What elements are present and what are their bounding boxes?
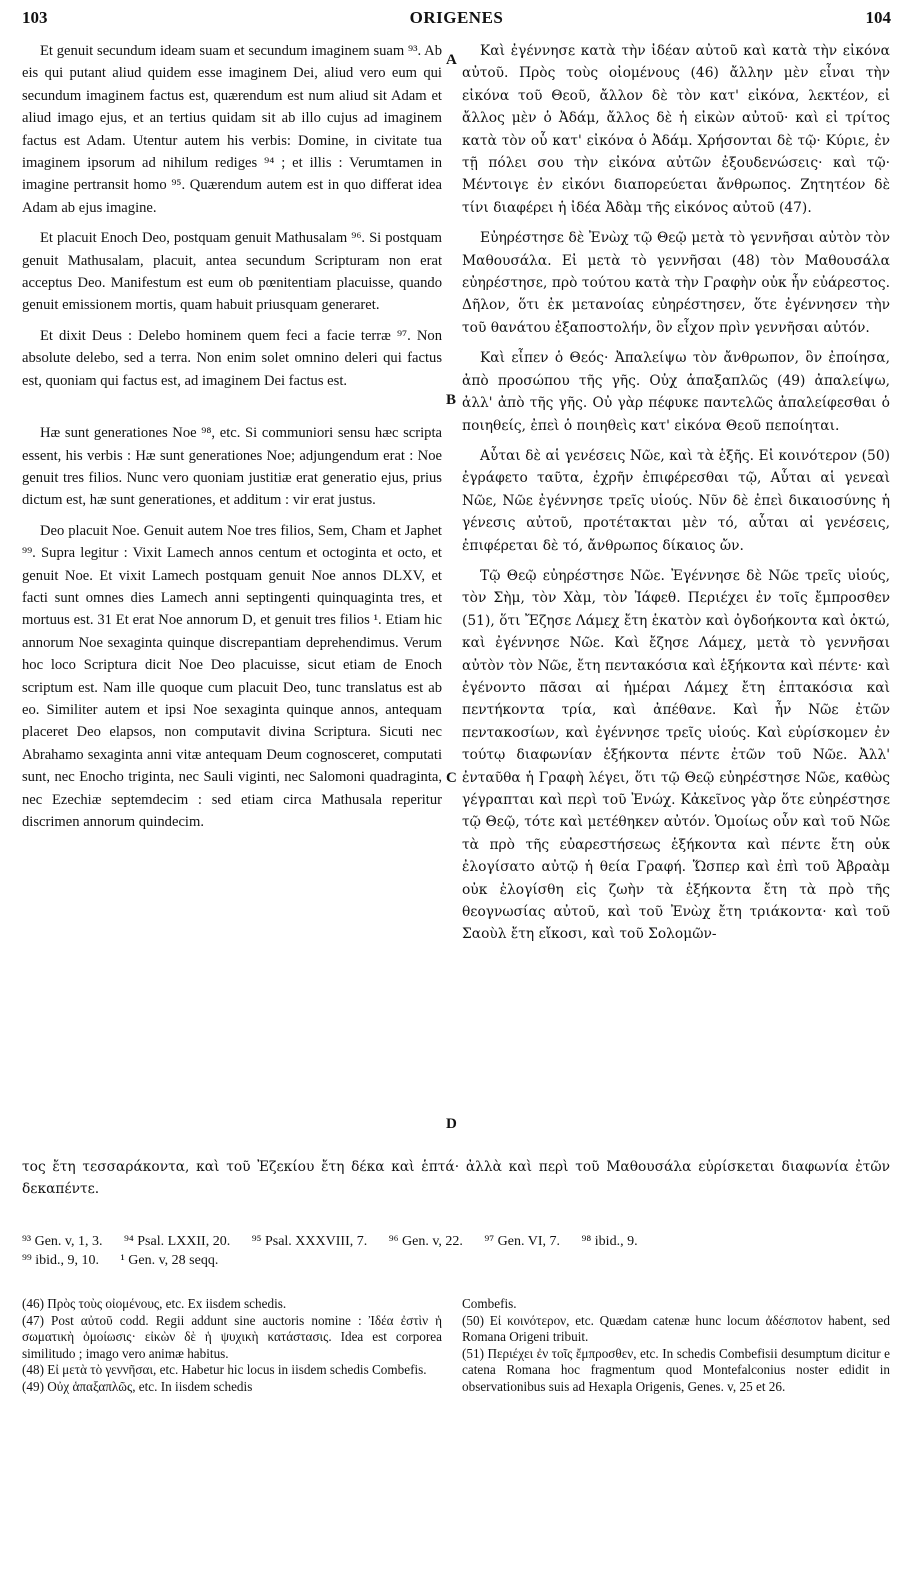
latin-paragraph: Deo placuit Noe. Genuit autem Noe tres filios, Sem, Cham et Japhet ⁹⁹. Supra legitur : Vixit Lamech annos centum et octoginta et octo, et genuit Noe. Et vixit Lamech postquam genuit Noe annos DLXV, et facti sunt omnes dies Lamech anni septingenti quinquaginta tres, et mortuus est. 31 Et erat Noe annorum D, et genuit tres filios ¹. Etiam hic annorum Noe sexaginta quinque discrepantiam deprehendimus. Verum hoc loco Scriptura dicit Noe Deo placuisse, sicut etiam de Enoch scriptum est. Nam ille quoque cum placuit Deo, tunc translatus est ab eo. Similiter autem et ipsi Noe sexaginta quinque annos, antequam placeret Deo elapsos, non computavit divina Scriptura. Sicuti nec Abrahamo sexaginta anni vitæ antequam Deum cognosceret, computati sunt, nec Enocho triginta, nec Sauli viginti, nec Salomoni quadraginta, nec Ezechiæ septemdecim : sed etiam circa Mathusala reperitur discrimen annorum quindecim. xyxy=(22,522,442,830)
greek-paragraph: Τῷ Θεῷ εὐηρέστησε Νῶε. Ἐγέννησε δὲ Νῶε τρεῖς υἱούς, τὸν Σὴμ, τὸν Χὰμ, τὸν Ἰάφεθ. Περιέχει ἐν τοῖς ἔμπροσθεν (51), ὅτι Ἔζησε Λάμεχ ἔτη ἑκατὸν καὶ ὀγδοήκοντα καὶ ὀκτώ, καὶ ἐγέννησε Νῶε. Καὶ ἔζησε Λάμεχ, μετὰ τὸ γεννῆσαι αὐτὸν τὸν Νῶε, ἔτη πεντακόσια καὶ ἑξήκοντα καὶ πέντε· καὶ ἐγένοντο πᾶσαι αἱ ἡμέραι Λάμεχ ἔτη ἑπτακόσια καὶ πεντήκοντα τρία, καὶ ἀπέθανε. Καὶ ἦν Νῶε ἐτῶν πεντακοσίων, καὶ ἐγέννησε τρεῖς υἱούς. Καὶ εὑρίσκομεν ἐν τούτῳ διαφωνίαν ἑξήκοντα πέντε ἐτῶν τοῦ Νῶε. Ἀλλ' ἐνταῦθα ἡ Γραφὴ λέγει, ὅτι τῷ Θεῷ εὐηρέστησε Νῶε, καθὼς γέγραπται καὶ περὶ τοῦ Ἐνώχ. Κἀκεῖνος γὰρ ὅτε εὐηρέστησε τῷ Θεῷ, τότε καὶ μετέθηκεν αὐτόν. Ὁμοίως οὖν καὶ τοῦ Νῶε τὰ πρὸ τῆς εὐαρεστήσεως ἑξήκοντα καὶ πέντε ἔτη οὐκ ἐλογίσατο αὐτῷ ἡ θεία Γραφή. Ὥσπερ καὶ ἐπὶ τοῦ Ἀβραὰμ οὐκ ἐλογίσθη εἰς ζωὴν τὰ ἑξήκοντα ἔτη τὰ πρὸ τῆς θεογνωσίας αὐτοῦ, καὶ τοῦ Ἐνὼχ ἔτη τριάκοντα· καὶ τοῦ Σαοὺλ ἔτη εἴκοσι, καὶ τοῦ Σολομῶν- xyxy=(462,567,890,943)
footnote: ⁹⁷ Gen. VI, 7. xyxy=(484,1234,561,1249)
running-title: ORIGENES xyxy=(409,8,504,27)
latin-paragraph: Hæ sunt generationes Noe ⁹⁸, etc. Si communiori sensu hæc scripta essent, his verbis : Hæ sunt generationes Noe; adjungendum erat : Noe genuit tres filios. Nunc vero quoniam justitiæ erat generatio ejus, prius dictum est, hæ sunt generationes, et additum : vir erat justus. xyxy=(22,425,442,509)
footnote: ⁹⁵ Psal. XXXVIII, 7. xyxy=(251,1234,368,1249)
annotation: Combefis. xyxy=(462,1296,517,1311)
greek-full-width-line: τος ἔτη τεσσαράκοντα, καὶ τοῦ Ἐζεκίου ἔτη δέκα καὶ ἑπτά· ἀλλὰ καὶ περὶ τοῦ Μαθουσάλα εὑρίσκεται διαφωνία ἐτῶν δεκαπέντε. xyxy=(22,1159,890,1198)
latin-column xyxy=(22,40,442,833)
margin-letter-d: D xyxy=(446,1116,457,1132)
page-number-right: 104 xyxy=(865,8,891,27)
footnote: ⁹³ Gen. v, 1, 3. xyxy=(22,1234,103,1249)
latin-paragraph: Et dixit Deus : Delebo hominem quem feci a facie terræ ⁹⁷. Non absolute delebo, sed a terra. Non enim solet omnino deleri qui factus est, quoniam qui factus est, ad imaginem Dei factus est. xyxy=(22,327,442,389)
footnote: ⁹⁶ Gen. v, 22. xyxy=(388,1234,463,1249)
latin-paragraph: Et placuit Enoch Deo, postquam genuit Mathusalam ⁹⁶. Si postquam genuit Mathusalam, placuit, antea secundum Scripturam non erat acceptus Deo. Manifestum est eum ob pœnitentiam placuisse, quando genuit emissionem mortis, quam habuit priusquam generaret. xyxy=(22,230,442,314)
annotation: (51) Περιέχει ἐν τοῖς ἔμπροσθεν, etc. In schedis Combefisii desumptum dicitur e catena Romana hoc fragmentum quod Montefalconius noster edidit in observationibus suis ad Hexapla Origenis, Genes. v, 25 et 26. xyxy=(462,1345,890,1394)
annotation: (46) Πρὸς τοὺς οἰομένους, etc. Ex iisdem schedis. xyxy=(22,1296,287,1311)
footnote: ⁹⁹ ibid., 9, 10. xyxy=(22,1253,100,1268)
margin-letter-a: A xyxy=(446,52,457,68)
latin-paragraph: Et genuit secundum ideam suam et secundum imaginem suam ⁹³. Ab eis qui putant aliud quidem esse imaginem Dei, aliud vero eum qui secundum imaginem factus est, quærendum est num aliud sit Adam et aliud imago ejus, et an tertius quidam sit ab illo cujus ad imaginem factus est Adam. Utentur autem his verbis: Domine, in civitate tua imaginem ipsorum ad nihilum rediges ⁹⁴ ; et illis : Verumtamen in imagine pertransit homo ⁹⁵. Quærendum autem est in quo differat idea Adam ab ejus imagine. xyxy=(22,43,442,216)
page-number-left: 103 xyxy=(22,8,48,27)
annotations-left xyxy=(22,1296,442,1395)
page-header xyxy=(22,8,891,34)
annotation: (49) Οὐχ ἁπαξαπλῶς, etc. In iisdem schedis xyxy=(22,1378,253,1394)
annotations-right xyxy=(462,1296,890,1395)
footnote: ⁹⁸ ibid., 9. xyxy=(581,1234,638,1249)
annotation: (48) Εἰ μετὰ τὸ γεννῆσαι, etc. Habetur hic locus in iisdem schedis Combefis. xyxy=(22,1362,427,1377)
margin-letter-b: B xyxy=(446,392,457,408)
greek-paragraph: Εὐηρέστησε δὲ Ἐνὼχ τῷ Θεῷ μετὰ τὸ γεννῆσαι αὐτὸν τὸν Μαθουσάλα. Εἰ μετὰ τὸ γεννῆσαι (48) τὸν Μαθουσάλα εὐηρέστησε, πρὸ τούτου κατὰ τὴν Γραφὴν οὐκ ἦν εὐάρεστος. Δῆλον, ὅτι ἐκ μετανοίας εὐηρέστησεν, ὅτε ἐγέννησεν τὴν τοῦ θανάτου ἐξαποστολήν, ὃν εἶχον πρὶν γεννῆσαι αὐτόν. xyxy=(462,230,890,336)
footnote: ⁹⁴ Psal. LXXII, 20. xyxy=(124,1234,231,1249)
scripture-footnotes xyxy=(22,1232,890,1270)
margin-letter-c: C xyxy=(446,770,457,786)
greek-paragraph: Καὶ ἐγέννησε κατὰ τὴν ἰδέαν αὐτοῦ καὶ κατὰ τὴν εἰκόνα αὐτοῦ. Πρὸς τοὺς οἰομένους (46) ἄλλην μὲν εἶναι τὴν εἰκόνα τοῦ Θεοῦ, ἄλλον δὲ τὸν κατ' εἰκόνα, λεκτέον, εἰ ἄλλος μὲν ὁ Ἀδάμ, ἄλλος δὲ ἡ εἰκὼν αὐτοῦ· καὶ εἰ τρίτος κατὰ τὸν οὗ κατ' εἰκόνα ὁ Ἀδάμ. Χρήσονται δὲ τῷ· Κύριε, ἐν τῇ πόλει σου τὴν εἰκόνα αὐτῶν ἐξουδενώσεις· καὶ τῷ· Μέντοιγε ἐν εἰκόνι διαπορεύεται ἄνθρωπος. Ζητητέον δὲ τίνι διαφέρει ἡ ἰδέα Ἀδὰμ τῆς εἰκόνος αὐτοῦ (47). xyxy=(462,43,890,216)
annotation: (47) Post αὐτοῦ codd. Regii addunt sine auctoris nomine : Ἰδέα ἐστὶν ἡ σωματικὴ ὁμοίωσις· εἰκὼν δὲ ἡ ψυχικὴ κατάστασις. Idea est corporea similitudo ; imago vero animæ habitus. xyxy=(22,1312,442,1361)
greek-paragraph: Καὶ εἶπεν ὁ Θεός· Ἀπαλείψω τὸν ἄνθρωπον, ὃν ἐποίησα, ἀπὸ προσώπου τῆς γῆς. Οὐχ ἁπαξαπλῶς (49) ἀπαλείψω, ἀλλ' ἀπὸ τῆς γῆς. Οὐ γὰρ πέφυκε παντελῶς ἀπαλείφεσθαι ὁ ποιηθείς, ἐπεὶ ὁ ποιηθεὶς κατ' εἰκόνα Θεοῦ πεποίηται. xyxy=(462,350,890,434)
annotation: (50) Εἰ κοινότερον, etc. Quædam catenæ hunc locum ἀδέσποτον habent, sed Romana Origeni tribuit. xyxy=(462,1312,890,1344)
greek-column xyxy=(462,40,890,946)
greek-paragraph: Αὗται δὲ αἱ γενέσεις Νῶε, καὶ τὰ ἑξῆς. Εἰ κοινότερον (50) ἐγράφετο ταῦτα, ἐχρῆν ἐπιφέρεσθαι τῷ, Αὗται αἱ γενεαὶ Νῶε, Νῶε ἐγέννησε τρεῖς υἱούς. Νῦν δὲ ἐπεὶ δικαιοσύνης ἡ γένεσις αὐτοῦ, προτέτακται μὲν τό, αὗται αἱ γενέσεις, ἐπιφέρεται δὲ τό, ἄνθρωπος δίκαιος ὤν. xyxy=(462,447,890,554)
footnote: ¹ Gen. v, 28 seqq. xyxy=(120,1253,219,1268)
